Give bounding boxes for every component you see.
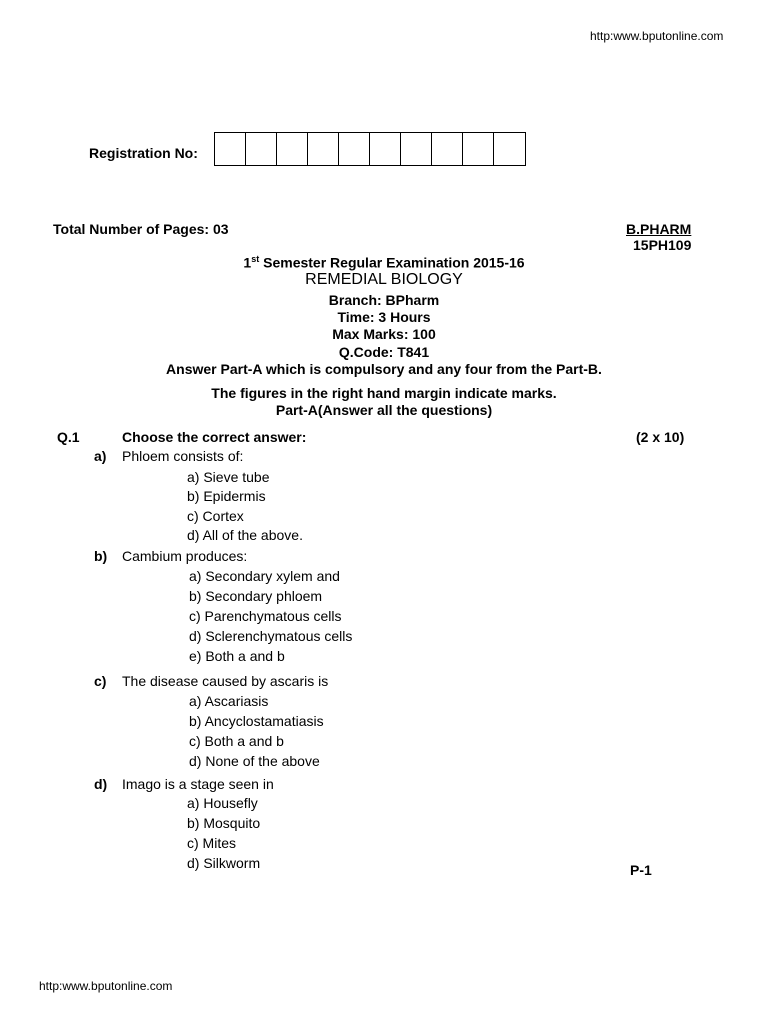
subquestion-label: a) xyxy=(94,448,107,464)
subquestion-text: The disease caused by ascaris is xyxy=(122,673,329,689)
registration-box xyxy=(370,133,401,165)
paper-code: 15PH109 xyxy=(633,237,692,253)
total-pages: Total Number of Pages: 03 xyxy=(53,221,229,237)
option: a) Secondary xylem and xyxy=(189,568,340,584)
header-url: http:www.bputonline.com xyxy=(590,29,724,43)
option: c) Mites xyxy=(187,835,236,851)
part-a-heading: Part-A(Answer all the questions) xyxy=(275,402,493,418)
option: b) Ancyclostamatiasis xyxy=(189,713,324,729)
registration-box xyxy=(308,133,339,165)
subquestion-label: c) xyxy=(94,673,107,689)
instruction-compulsory: Answer Part-A which is compulsory and any four from the Part-B. xyxy=(166,361,602,377)
registration-number-boxes xyxy=(214,132,526,166)
option: a) Ascariasis xyxy=(189,693,269,709)
question-title: Choose the correct answer: xyxy=(122,429,307,445)
option: a) Housefly xyxy=(187,795,258,811)
option: c) Parenchymatous cells xyxy=(189,608,342,624)
option: d) Silkworm xyxy=(187,855,261,871)
instruction-marks: The figures in the right hand margin indicate marks. xyxy=(211,385,557,401)
option: b) Secondary phloem xyxy=(189,588,323,604)
option: b) Mosquito xyxy=(187,815,261,831)
option: c) Both a and b xyxy=(189,733,284,749)
subquestion-text: Cambium produces: xyxy=(122,548,248,564)
program: B.PHARM xyxy=(626,221,692,237)
registration-box xyxy=(494,133,525,165)
registration-box xyxy=(246,133,277,165)
registration-label: Registration No: xyxy=(89,145,198,161)
semester-ordinal: st xyxy=(251,254,260,264)
subquestion-label: b) xyxy=(94,548,108,564)
subquestion-label: d) xyxy=(94,776,108,792)
option: e) Both a and b xyxy=(189,648,285,664)
question-marks: (2 x 10) xyxy=(636,429,685,445)
exam-name: Semester Regular Examination 2015-16 xyxy=(259,254,525,271)
branch: Branch: BPharm xyxy=(328,292,440,308)
option: c) Cortex xyxy=(187,508,244,524)
page-number: P-1 xyxy=(630,862,652,878)
subquestion-text: Phloem consists of: xyxy=(122,448,244,464)
footer-url: http:www.bputonline.com xyxy=(39,979,173,993)
option: d) Sclerenchymatous cells xyxy=(189,628,353,644)
exam-title xyxy=(0,254,768,271)
question-number: Q.1 xyxy=(57,429,80,445)
registration-box xyxy=(215,133,246,165)
registration-box xyxy=(339,133,370,165)
max-marks: Max Marks: 100 xyxy=(332,326,436,342)
time: Time: 3 Hours xyxy=(337,309,431,325)
option: a) Sieve tube xyxy=(187,469,270,485)
registration-box xyxy=(463,133,494,165)
subject-title: REMEDIAL BIOLOGY xyxy=(305,271,463,288)
semester-number: 1 xyxy=(243,254,252,271)
option: b) Epidermis xyxy=(187,488,266,504)
subquestion-text: Imago is a stage seen in xyxy=(122,776,274,792)
registration-box xyxy=(277,133,308,165)
registration-box xyxy=(401,133,432,165)
registration-box xyxy=(432,133,463,165)
option: d) None of the above xyxy=(189,753,320,769)
option: d) All of the above. xyxy=(187,527,303,543)
question-code: Q.Code: T841 xyxy=(338,344,430,360)
